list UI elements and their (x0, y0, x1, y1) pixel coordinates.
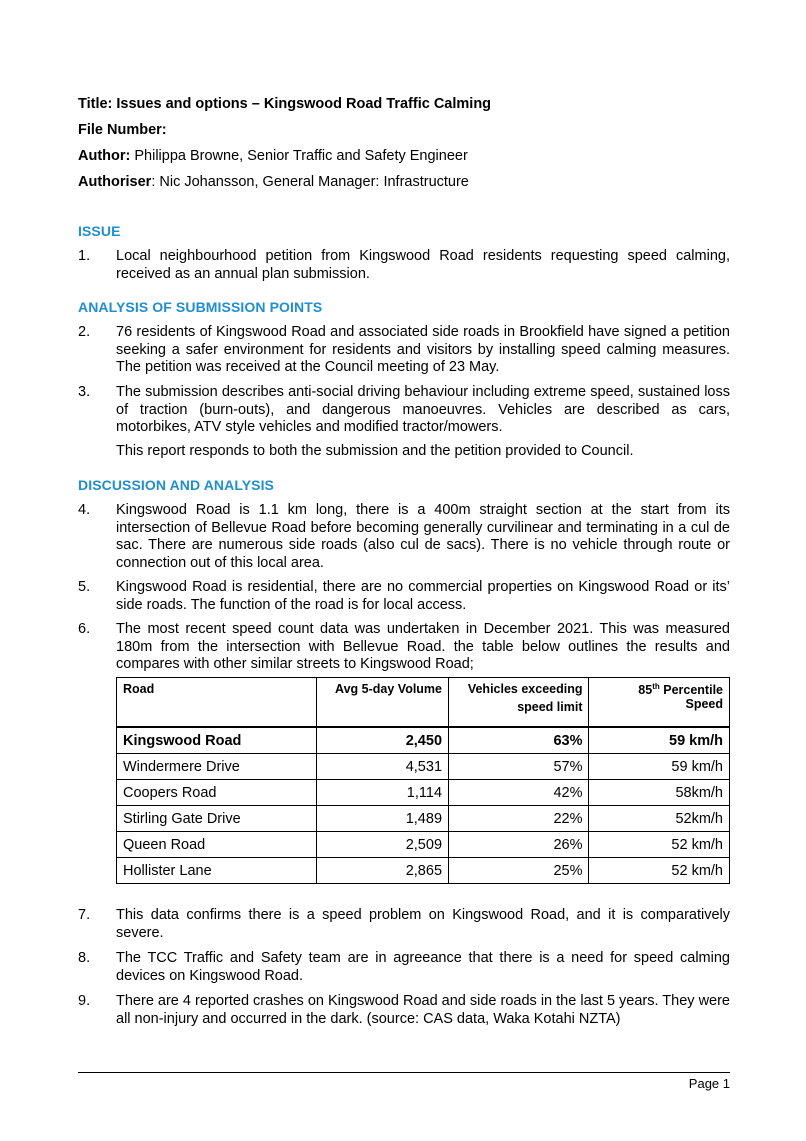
cell-road: Hollister Lane (117, 858, 317, 884)
heading-issue: ISSUE (78, 223, 121, 239)
authoriser-line: Authoriser: Nic Johansson, General Manager: Infrastructure (78, 174, 469, 190)
heading-discussion: DISCUSSION AND ANALYSIS (78, 477, 274, 493)
cell-exceeding: 25% (449, 858, 589, 884)
cell-volume: 2,509 (317, 832, 449, 858)
table-row (117, 727, 730, 754)
cell-speed: 59 km/h (589, 727, 730, 754)
cell-road: Queen Road (117, 832, 317, 858)
cell-speed: 52km/h (589, 806, 730, 832)
cell-exceeding: 22% (449, 806, 589, 832)
header-percentile-speed: 85th Percentile Speed (589, 678, 730, 728)
cell-road: Windermere Drive (117, 754, 317, 780)
header-volume: Avg 5-day Volume (317, 678, 449, 728)
header-road: Road (117, 678, 317, 728)
cell-exceeding: 63% (449, 727, 589, 754)
paragraph-1: 1. Local neighbourhood petition from Kingswood Road residents requesting speed calming, received as an annual plan submission. (78, 248, 730, 282)
cell-road: Stirling Gate Drive (117, 806, 317, 832)
author-line: Author: Philippa Browne, Senior Traffic and Safety Engineer (78, 148, 468, 164)
cell-exceeding: 57% (449, 754, 589, 780)
cell-speed: 52 km/h (589, 832, 730, 858)
table-row (117, 754, 730, 780)
paragraph-7: 7. This data confirms there is a speed problem on Kingswood Road, and it is comparatively severe. (78, 907, 730, 941)
footer-divider (78, 1072, 730, 1073)
file-number: File Number: (78, 122, 167, 138)
cell-speed: 59 km/h (589, 754, 730, 780)
paragraph-4: 4. Kingswood Road is 1.1 km long, there is a 400m straight section at the start from its intersection of Bellevue Road before becoming generally curvilinear and terminating in a cul de sac. There are numerous side roads (also cul de sacs). There is no vehicle through route or connection out of this local area. (78, 502, 730, 571)
paragraph-9: 9. There are 4 reported crashes on Kingswood Road and side roads in the last 5 years. They were all non-injury and occurred in the dark. (source: CAS data, Waka Kotahi NZTA) (78, 993, 730, 1027)
paragraph-3: 3. The submission describes anti-social driving behaviour including extreme speed, sustained loss of traction (burn-outs), and dangerous manoeuvres. Vehicles are described as cars, motorbikes, ATV style vehicles and modified tractor/mowers. (78, 384, 730, 435)
paragraph-5: 5. Kingswood Road is residential, there are no commercial properties on Kingswood Road or its’ side roads. The function of the road is for local access. (78, 579, 730, 613)
cell-volume: 1,489 (317, 806, 449, 832)
header-exceeding: Vehicles exceeding speed limit (449, 678, 589, 728)
table-row (117, 780, 730, 806)
paragraph-2: 2. 76 residents of Kingswood Road and associated side roads in Brookfield have signed a petition seeking a safer environment for residents and visitors by installing speed calming measures. The petition was received at the Council meeting of 23 May. (78, 324, 730, 375)
paragraph-3-continued: This report responds to both the submission and the petition provided to Council. (116, 443, 634, 459)
cell-volume: 2,450 (317, 727, 449, 754)
table-row (117, 806, 730, 832)
heading-analysis: ANALYSIS OF SUBMISSION POINTS (78, 299, 323, 315)
paragraph-6: 6. The most recent speed count data was undertaken in December 2021. This was measured 180m from the intersection with Bellevue Road. the table below outlines the results and compares with other similar streets to Kingswood Road; (78, 621, 730, 672)
table-header-row (117, 678, 730, 728)
document-title: Title: Issues and options – Kingswood Road Traffic Calming (78, 96, 492, 112)
cell-volume: 1,114 (317, 780, 449, 806)
cell-exceeding: 26% (449, 832, 589, 858)
table-row (117, 858, 730, 884)
paragraph-8: 8. The TCC Traffic and Safety team are in agreeance that there is a need for speed calming devices on Kingswood Road. (78, 950, 730, 984)
cell-road: Coopers Road (117, 780, 317, 806)
cell-volume: 4,531 (317, 754, 449, 780)
cell-exceeding: 42% (449, 780, 589, 806)
cell-road: Kingswood Road (117, 727, 317, 754)
speed-data-table (116, 677, 730, 884)
page-number: Page 1 (688, 1076, 730, 1091)
cell-speed: 58km/h (589, 780, 730, 806)
cell-speed: 52 km/h (589, 858, 730, 884)
table-row (117, 832, 730, 858)
cell-volume: 2,865 (317, 858, 449, 884)
